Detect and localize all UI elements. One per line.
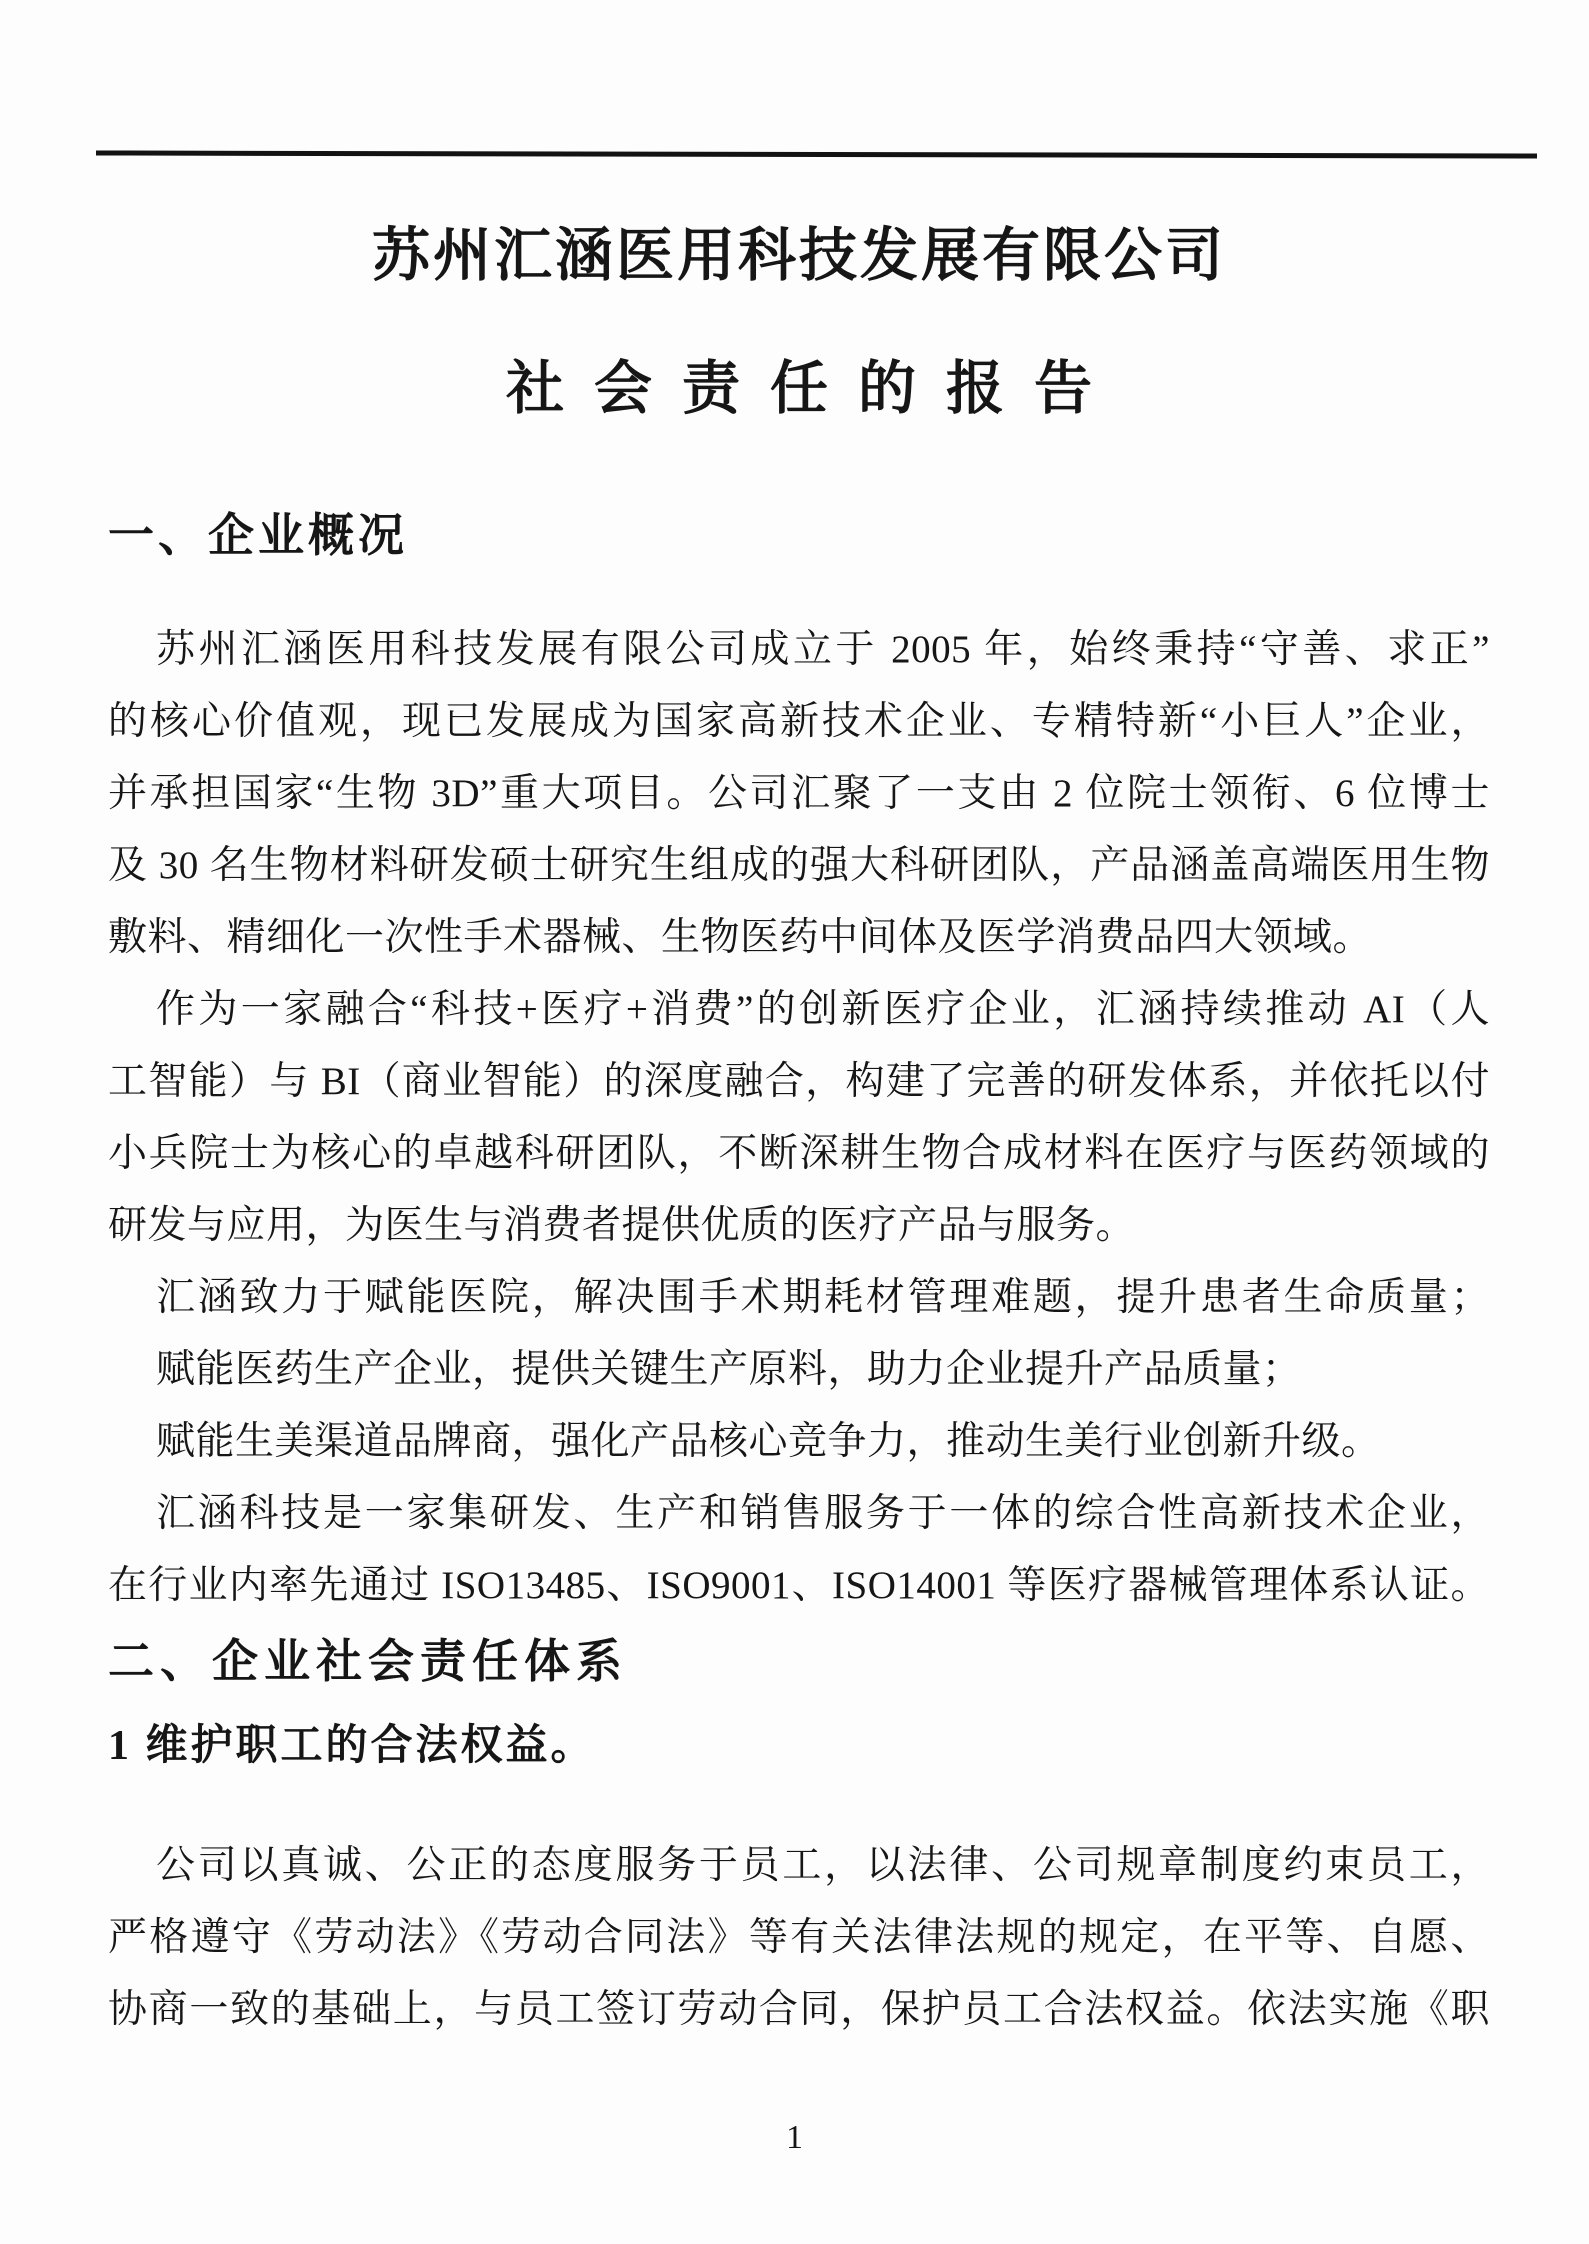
- section1-body: [108, 614, 1490, 1622]
- document-content: [108, 0, 1490, 2046]
- body-line: 在行业内率先通过 ISO13485、ISO9001、ISO14001 等医疗器械管理体系认证。: [108, 1564, 1490, 1607]
- section-heading-csr-system: 二、企业社会责任体系: [108, 1636, 628, 1687]
- section-heading-company-overview: 一、企业概况: [108, 510, 408, 561]
- section2-body: [108, 1830, 1490, 2046]
- body-line: 汇涵致力于赋能医院，解决围手术期耗材管理难题，提升患者生命质量；: [156, 1276, 1490, 1319]
- body-line: 及 30 名生物材料研发硕士研究生组成的强大科研团队，产品涵盖高端医用生物: [108, 844, 1490, 887]
- body-line: 研发与应用，为医生与消费者提供优质的医疗产品与服务。: [108, 1204, 1136, 1247]
- body-line: 敷料、精细化一次性手术器械、生物医药中间体及医学消费品四大领域。: [108, 916, 1373, 959]
- paragraph: [108, 974, 1490, 1262]
- document-subtitle: 社会责任的报告: [505, 356, 1122, 421]
- body-line: 小兵院士为核心的卓越科研团队，不断深耕生物合成材料在医疗与医药领域的: [108, 1132, 1490, 1175]
- page-number: 1: [786, 2119, 803, 2156]
- paragraph: [108, 614, 1490, 974]
- body-line: 赋能医药生产企业，提供关键生产原料，助力企业提升产品质量；: [156, 1348, 1302, 1391]
- body-line: 的核心价值观，现已发展成为国家高新技术企业、专精特新“小巨人”企业，: [108, 700, 1490, 743]
- paragraph: [108, 1262, 1490, 1478]
- body-line: 公司以真诚、公正的态度服务于员工，以法律、公司规章制度约束员工，: [156, 1844, 1490, 1887]
- paragraph: [108, 1478, 1490, 1622]
- paragraph: [108, 1830, 1490, 2046]
- body-line: 协商一致的基础上，与员工签订劳动合同，保护员工合法权益。依法实施《职: [108, 1988, 1490, 2031]
- body-line: 作为一家融合“科技+医疗+消费”的创新医疗企业，汇涵持续推动 AI（人: [156, 988, 1490, 1031]
- document-title: 苏州汇涵医用科技发展有限公司: [371, 223, 1226, 288]
- body-line: 工智能）与 BI（商业智能）的深度融合，构建了完善的研发体系，并依托以付: [108, 1060, 1490, 1103]
- sub-heading-employee-rights: 1 维护职工的合法权益。: [108, 1723, 596, 1769]
- body-line: 汇涵科技是一家集研发、生产和销售服务于一体的综合性高新技术企业，: [156, 1492, 1490, 1535]
- body-line: 赋能生美渠道品牌商，强化产品核心竞争力，推动生美行业创新升级。: [156, 1420, 1381, 1463]
- body-line: 严格遵守《劳动法》《劳动合同法》等有关法律法规的规定，在平等、自愿、: [108, 1916, 1490, 1959]
- body-line: 苏州汇涵医用科技发展有限公司成立于 2005 年，始终秉持“守善、求正”: [156, 628, 1490, 671]
- body-line: 并承担国家“生物 3D”重大项目。公司汇聚了一支由 2 位院士领衔、6 位博士: [108, 772, 1490, 815]
